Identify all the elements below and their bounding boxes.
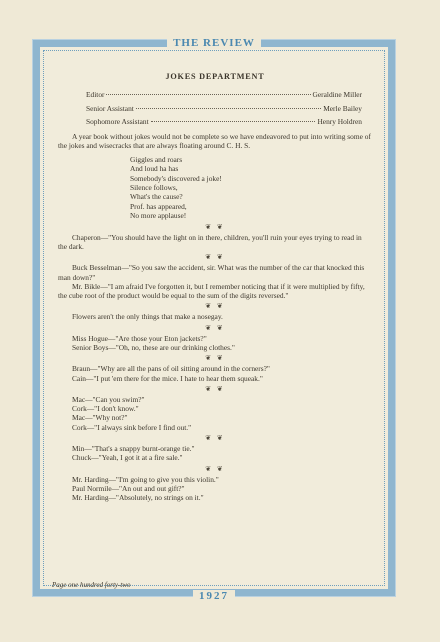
poem-line: Giggles and roars [130,154,183,164]
poem-line: Silence follows, [130,183,178,192]
joke-line: Paul Normile—"An out and out gift?" [72,483,185,493]
joke-line: Cork—"I always sink before I find out." [72,422,192,432]
staff-name: Geraldine Miller [312,90,362,100]
staff-role: Senior Assistant [86,103,134,113]
ornament-separator: ❦ ❦ [205,464,225,473]
page-footer [33,589,395,603]
footer-year: 1927 [193,590,235,602]
page-number-label: Page one hundred forty-two [52,581,131,589]
poem-line: No more applause! [130,211,187,221]
ornament-separator: ❦ ❦ [205,302,225,311]
department-title: JOKES DEPARTMENT [165,72,265,81]
staff-name: Henry Holdren [317,116,362,126]
ornament-separator: ❦ ❦ [205,222,225,231]
ornament-separator: ❦ ❦ [205,384,225,393]
staff-row-editor [86,90,362,99]
staff-role: Sophomore Assistant [86,116,149,126]
dot-leader [106,94,310,95]
staff-role: Editor [86,90,105,100]
joke-line: Mac—"Can you swim?" [72,394,145,404]
dot-leader [136,108,321,109]
poem [130,155,372,221]
joke-line: Mac—"Why not?" [72,413,128,423]
joke-line: Cork—"I don't know." [72,404,139,414]
header-title: THE REVIEW [167,37,261,49]
joke-nosegay: Flowers aren't the only things that make a nosegay. [72,312,223,322]
page-content [58,70,372,503]
intro-paragraph: A year book without jokes would not be complete so we have endeavored to put into writing some of the jokes and wisecracks that are always floating around C. H. S. [58,132,371,151]
joke-line: Mr. Bikle—"I am afraid I've forgotten it, but I remember noticing that if it were multiplied by fifty, the cube root of the product would be equal to the sum of the digits reversed." [58,281,365,301]
poem-line: And loud ha has [130,164,179,174]
dot-leader [151,121,316,122]
poem-line: What's the cause? [130,192,183,202]
joke-line: Senior Boys—"Oh, no, these are our drinking clothes." [72,343,235,352]
joke-line: Cain—"I put 'em there for the mice. I hate to hear them squeak." [72,373,263,383]
joke-line: Mr. Harding—"Absolutely, no strings on it." [72,493,204,503]
staff-row-sophomore-assistant [86,117,362,126]
staff-name: Merle Bailey [323,103,362,113]
ornament-separator: ❦ ❦ [205,354,225,363]
joke-line: Chuck—"Yeah, I got it at a fire sale." [72,453,183,463]
ornament-separator: ❦ ❦ [205,253,225,262]
joke-line: Braun—"Why are all the pans of oil sitting around in the corners?" [72,364,270,374]
poem-line: Prof. has appeared, [130,201,187,211]
poem-line: Somebody's discovered a joke! [130,173,222,183]
page-header [33,36,395,50]
ornament-separator: ❦ ❦ [205,323,225,332]
joke-line: Buck Besselman—"So you saw the accident, sir. What was the number of the car that knocked this man down?" [58,263,365,282]
joke-line: Mr. Harding—"I'm going to give you this violin." [72,474,219,484]
joke-line: Min—"That's a snappy burnt-orange tie." [72,444,195,454]
joke-line: Miss Hogue—"Are those your Eton jackets?" [72,333,207,343]
staff-row-senior-assistant [86,104,362,113]
joke-chaperon: Chaperon—"You should have the light on in there, children, you'll ruin your eyes trying to read in the dark. [58,232,362,251]
ornament-separator: ❦ ❦ [205,434,225,443]
